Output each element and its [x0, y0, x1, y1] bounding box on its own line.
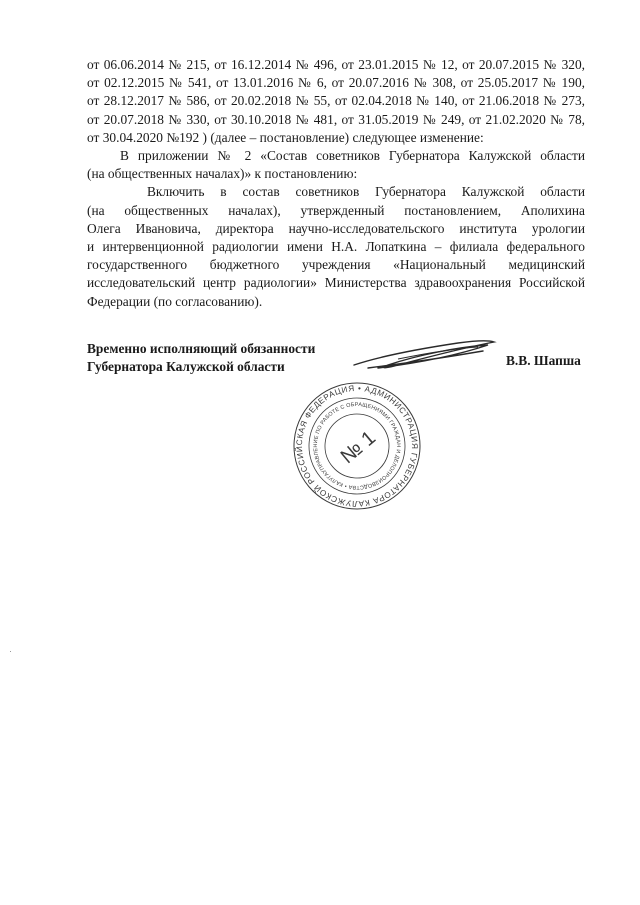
- text-line: от 28.12.2017 № 586, от 20.02.2018 № 55, от 02.04.2018 № 140, от 21.06.2018 № 273,: [87, 93, 585, 109]
- handwritten-signature: [348, 335, 498, 375]
- signatory-title-line: Губернатора Калужской области: [87, 359, 285, 374]
- text-line: от 20.07.2018 № 330, от 30.10.2018 № 481, от 31.05.2019 № 249, от 21.02.2020 № 78,: [87, 111, 585, 127]
- paragraph-line: В приложении № 2 «Состав советников Губернатора Калужской области: [120, 148, 585, 164]
- seal-outer-text: РОССИЙСКАЯ ФЕДЕРАЦИЯ • АДМИНИСТРАЦИЯ ГУБЕРНАТОРА КАЛУЖСКОЙ: [294, 383, 420, 509]
- paragraph-line: государственного бюджетного учреждения «Национальный медицинский: [87, 257, 585, 273]
- document-body: [87, 56, 585, 311]
- seal-number: № 1: [336, 426, 380, 469]
- paragraph-line: и интервенционной радиологии имени Н.А. Лопаткина – филиала федерального: [87, 239, 585, 255]
- paragraph-line: Олега Ивановича, директора научно-исследовательского института урологии: [87, 220, 585, 236]
- official-seal: [287, 381, 427, 511]
- text-line: от 02.12.2015 № 541, от 13.01.2016 № 6, от 20.07.2016 № 308, от 25.05.2017 № 190,: [87, 75, 585, 91]
- text-line: от 06.06.2014 № 215, от 16.12.2014 № 496, от 23.01.2015 № 12, от 20.07.2015 № 320,: [87, 57, 585, 72]
- paragraph-line: Федерации (по согласованию).: [87, 293, 263, 309]
- signatory-name: В.В. Шапша: [506, 353, 581, 368]
- paragraph-line: Включить в состав советников Губернатора Калужской области: [147, 184, 585, 200]
- signatory-title-line: Временно исполняющий обязанности: [87, 341, 316, 356]
- paragraph-line: (на общественных началах), утвержденный постановлением, Аполихина: [87, 202, 585, 218]
- seal-inner-text: УПРАВЛЕНИЕ ПО РАБОТЕ С ОБРАЩЕНИЯМИ ГРАЖДАН И ДЕЛОПРОИЗВОДСТВА • КАЛУГА: [312, 401, 402, 491]
- paragraph-line: (на общественных началах)» к постановлению:: [87, 166, 358, 182]
- text-line: от 30.04.2020 №192 ) (далее – постановление) следующее изменение:: [87, 129, 484, 145]
- scan-speck: [10, 651, 11, 652]
- paragraph-line: исследовательский центр радиологии» Министерства здравоохранения Российской: [87, 275, 585, 291]
